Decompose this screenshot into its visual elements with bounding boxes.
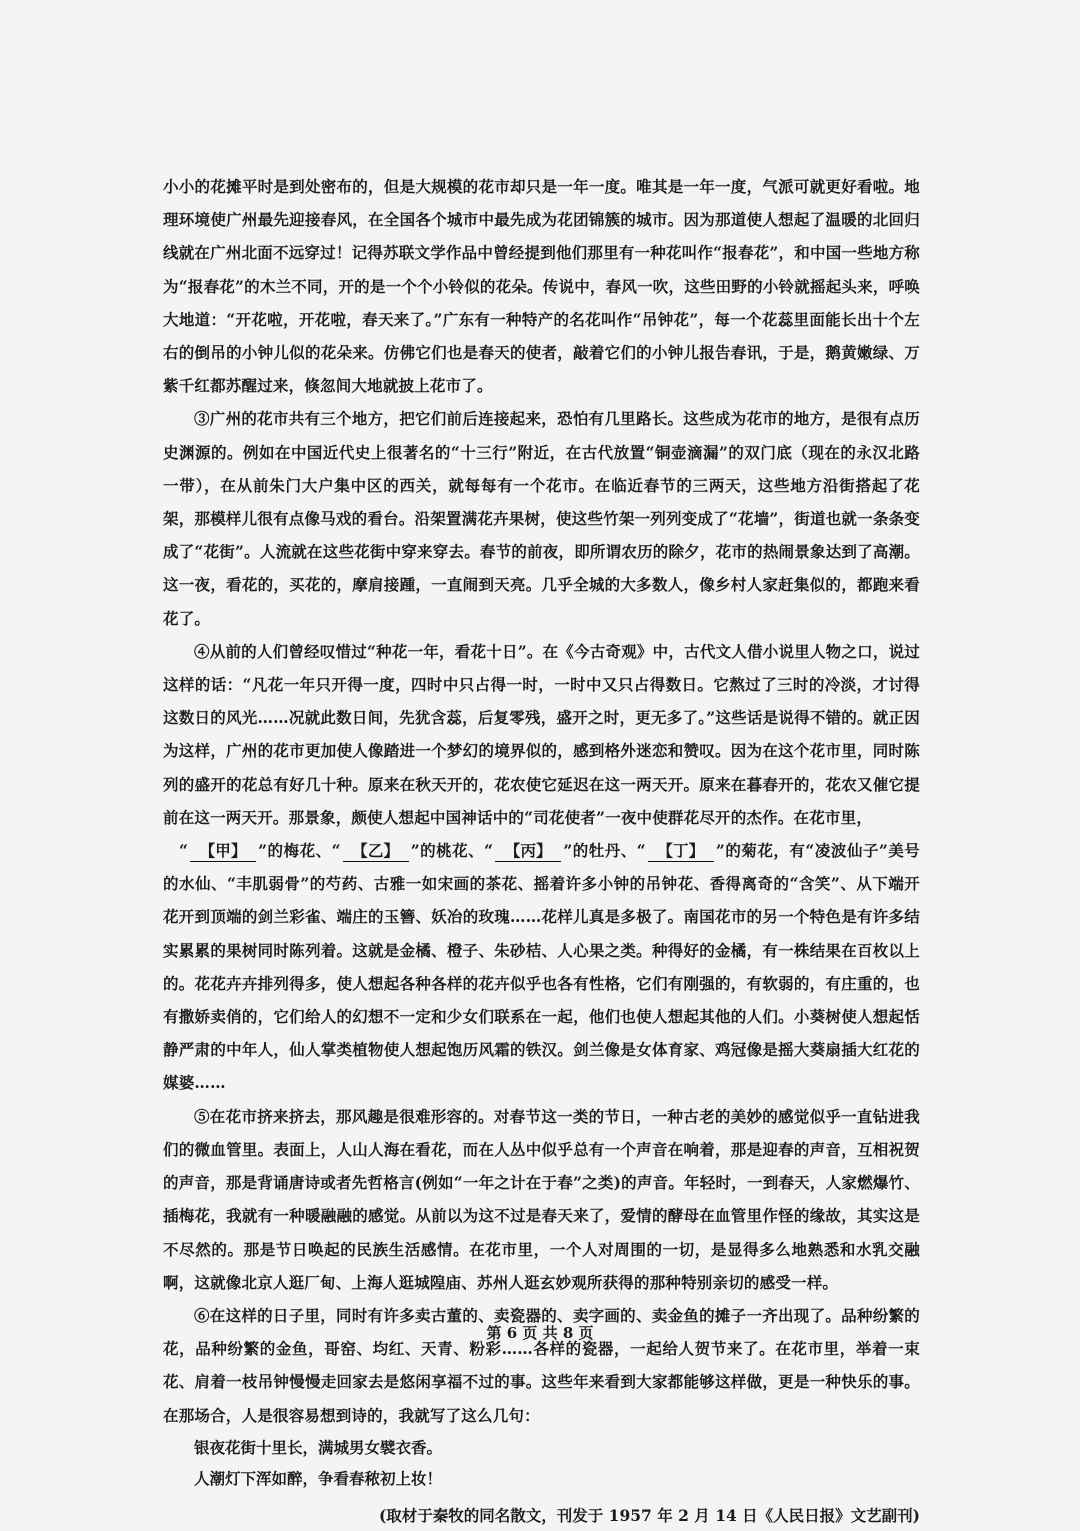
- source-citation: (取材于秦牧的同名散文，刊发于 1957 年 2 月 14 日《人民日报》文艺副刊): [378, 1505, 920, 1525]
- blank-ding: 【丁】: [648, 841, 714, 862]
- paragraph-4-text-d: ”的牡丹、“: [563, 841, 646, 861]
- paragraph-1: 小小的花摊平时是到处密布的，但是大规模的花市却只是一年一度。唯其是一年一度，气派可就更好看啦。地理环境使广州最先迎接春风，在全国各个城市中最先成为花团锦簇的城市。因为那道使人想起了温暖的北回归线就在广州北面不远穿过！记得苏联文学作品中曾经提到他们那里有一种花叫作“报春花”，和中国一些地方称为“报春花”的木兰不同，开的是一个个小铃似的花朵。传说中，春风一吹，这些田野的小铃就摇起头来，呼唤大地道：“开花啦，开花啦，春天来了。”广东有一种特产的名花叫作“吊钟花”，每一个花蕊里面能长出十个左右的倒吊的小钟儿似的花朵来。仿佛它们也是春天的使者，敲着它们的小钟儿报告春讯，于是，鹅黄嫩绿、万紫千红都苏醒过来，倏忽间大地就披上花市了。: [163, 177, 920, 396]
- poem-line-1: 银夜花街十里长，满城男女襞衣香。: [194, 1437, 443, 1457]
- paragraph-4-text-c: ”的桃花、“: [410, 841, 494, 861]
- paragraph-4: ④从前的人们曾经叹惜过“种花一年，看花十日”。在《今古奇观》中，古代文人借小说里人物之口，说过这样的话：“凡花一年只开得一度，四时中只占得一时，一时中又只占得数日。它熬过了三时的冷淡，才讨得这数日的风光……况就此数日间，先犹含蕊，后复零残，盛开之时，更无多了。”这些话是说得不错的。就正因为这样，广州的花市更加使人像踏进一个梦幻的境界似的，感到格外迷恋和赞叹。因为在这个花市里，同时陈列的盛开的花总有好几十种。原来在秋天开的，花农使它延迟在这一两天开。原来在暮春开的，花农又催它提前在这一两天开。那景象，颇使人想起中国神话中的“司花使者”一夜中使群花尽开的杰作。在花市里， “ 【甲】 ”的梅花、“ 【乙】 ”的桃花、“ 【丙】 ”的牡丹、“ 【丁】 ”的菊花，有“凌波仙子”美号的水仙、“丰肌弱骨”的芍药、古雅一如宋画的茶花、摇着许多小钟的吊钟花、香得离奇的“含笑”、从下端开花开到顶端的剑兰彩雀、端庄的玉簪、妖冶的玫瑰……花样儿真是多极了。南国花市的另一个特色是有许多结实累累的果树同时陈列着。这就是金橘、橙子、朱砂桔、人心果之类。种得好的金橘，有一株结果在百枚以上的。花花卉卉排列得多，使人想起各种各样的花卉似乎也各有性格，它们有刚强的，有软弱的，有庄重的，也有撒娇卖俏的，它们给人的幻想不一定和少女们联系在一起，他们也使人想起其他的人们。小葵树使人想起恬静严肃的中年人，仙人掌类植物使人想起饱历风霜的铁汉。剑兰像是女体育家、鸡冠像是摇大葵扇插大红花的媒婆……: [163, 641, 920, 1093]
- paragraph-4-text-a: ④从前的人们曾经叹惜过“种花一年，看花十日”。在《今古奇观》中，古代文人借小说里人物之口，说过这样的话：“凡花一年只开得一度，四时中只占得一时，一时中又只占得数日。它熬过了三时的冷淡，才讨得这数日的风光……况就此数日间，先犹含蕊，后复零残，盛开之时，更无多了。”这些话是说得不错的。就正因为这样，广州的花市更加使人像踏进一个梦幻的境界似的，感到格外迷恋和赞叹。因为在这个花市里，同时陈列的盛开的花总有好几十种。原来在秋天开的，花农使它延迟在这一两天开。原来在暮春开的，花农又催它提前在这一两天开。那景象，颇使人想起中国神话中的“司花使者”一夜中使群花尽开的杰作。在花市里，: [163, 641, 920, 827]
- paragraph-3: ③广州的花市共有三个地方，把它们前后连接起来，恐怕有几里路长。这些成为花市的地方，是很有点历史渊源的。例如在中国近代史上很著名的“十三行”附近，在古代放置“铜壶滴漏”的双门底（现在的永汉北路一带），在从前朱门大户集中区的西关，就每每有一个花市。在临近春节的三两天，这些地方沿街搭起了花架，那模样儿很有点像马戏的看台。沿架置满花卉果树，使这些竹架一列列变成了“花墙”，街道也就一条条变成了“花街”。人流就在这些花街中穿来穿去。春节的前夜，即所谓农历的除夕，花市的热闹景象达到了高潮。这一夜，看花的，买花的，摩肩接踵，一直闹到天亮。几乎全城的大多数人，像乡村人家赶集似的，都跑来看花了。: [163, 409, 920, 628]
- blank-yi: 【乙】: [343, 841, 409, 862]
- paragraph-6: ⑥在这样的日子里，同时有许多卖古董的、卖瓷器的、卖字画的、卖金鱼的摊子一齐出现了。品种纷繁的花，品种纷繁的金鱼，哥窑、均红、天青、粉彩……各样的瓷器，一起给人贺节来了。在花市里，举着一束花、肩着一枝吊钟慢慢走回家去是悠闲享福不过的事。这些年来看到大家都能够这样做，更是一种快乐的事。在那场合，人是很容易想到诗的，我就写了这么几句：: [163, 1305, 920, 1425]
- paragraph-4-text-e: ”的菊花，有“凌波仙子”美号的水仙、“丰肌弱骨”的芍药、古雅一如宋画的茶花、摇着许多小钟的吊钟花、香得离奇的“含笑”、从下端开花开到顶端的剑兰彩雀、端庄的玉簪、妖冶的玫瑰……花样儿真是多极了。南国花市的另一个特色是有许多结实累累的果树同时陈列着。这就是金橘、橙子、朱砂桔、人心果之类。种得好的金橘，有一株结果在百枚以上的。花花卉卉排列得多，使人想起各种各样的花卉似乎也各有性格，它们有刚强的，有软弱的，有庄重的，也有撒娇卖俏的，它们给人的幻想不一定和少女们联系在一起，他们也使人想起其他的人们。小葵树使人想起恬静严肃的中年人，仙人掌类植物使人想起饱历风霜的铁汉。剑兰像是女体育家、鸡冠像是摇大葵扇插大红花的媒婆……: [163, 841, 920, 1093]
- page-number: 第 6 页 共 8 页: [486, 1324, 594, 1342]
- poem-line-2: 人潮灯下浑如醉，争看春秾初上妆！: [194, 1468, 443, 1488]
- paragraph-4-text-b: ”的梅花、“: [258, 841, 341, 861]
- blank-jia: 【甲】: [190, 841, 256, 862]
- blank-bing: 【丙】: [495, 841, 561, 862]
- paragraph-5: ⑤在花市挤来挤去，那风趣是很难形容的。对春节这一类的节日，一种古老的美妙的感觉似乎一直钻进我们的微血管里。表面上，人山人海在看花，而在人丛中似乎总有一个声音在响着，那是迎春的声音，互相祝贺的声音，那是背诵唐诗或者先哲格言(例如“一年之计在于春”之类)的声音。年轻时，一到春天，人家燃爆竹、插梅花，我就有一种暖融融的感觉。从前以为这不过是春天来了，爱情的酵母在血管里作怪的缘故，其实这是不尽然的。那是节日唤起的民族生活感情。在花市里，一个人对周围的一切，是显得多么地熟悉和水乳交融啊，这就像北京人逛厂甸、上海人逛城隍庙、苏州人逛玄妙观所获得的那种特别亲切的感受一样。: [163, 1106, 920, 1292]
